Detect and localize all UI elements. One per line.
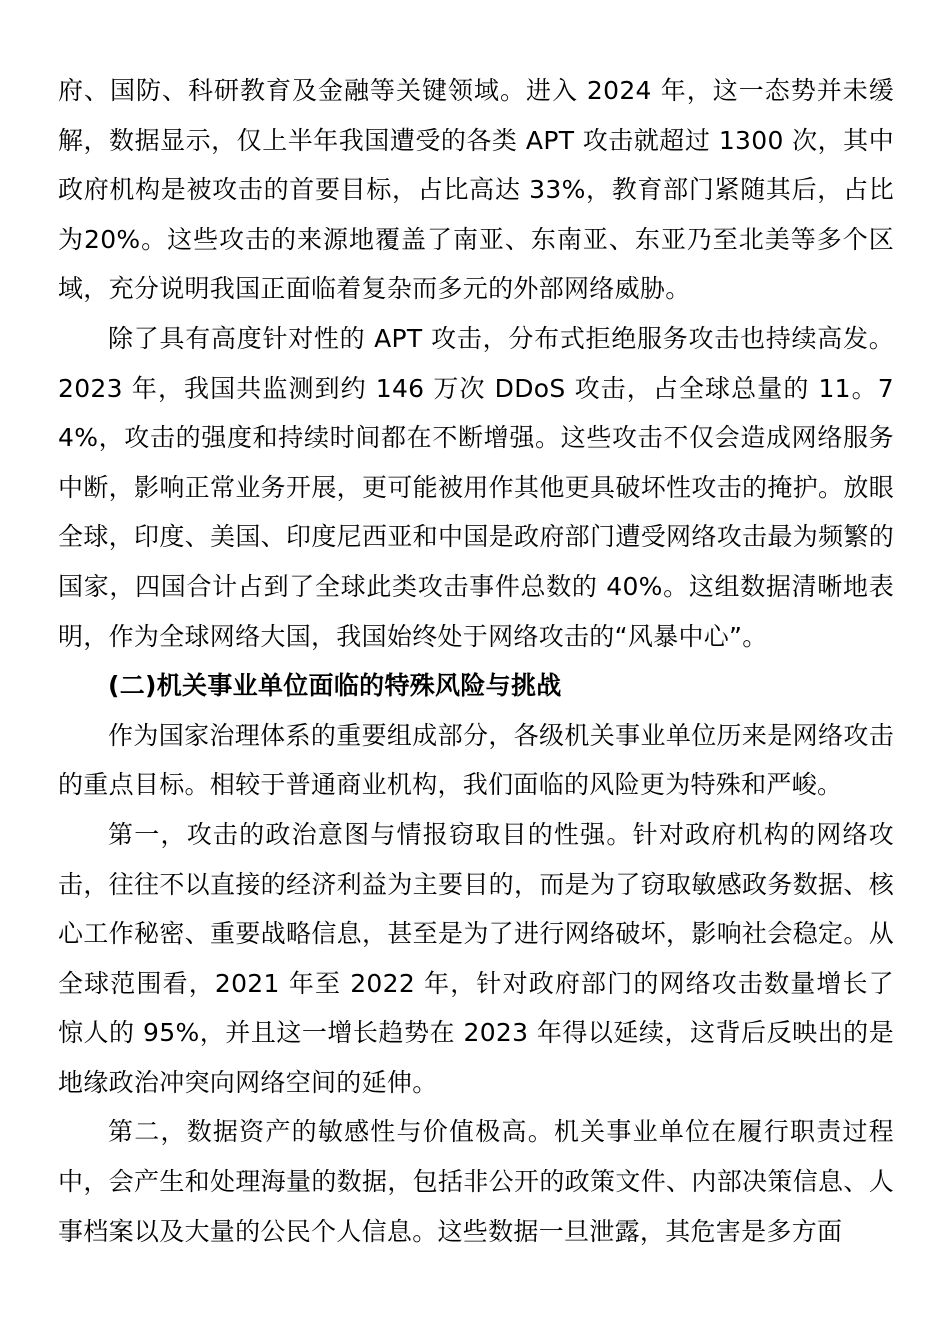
- body-paragraph-4: 第一，攻击的政治意图与情报窃取目的性强。针对政府机构的网络攻击，往往不以直接的经济利益为主要目的，而是为了窃取敏感政务数据、核心工作秘密、重要战略信息，甚至是为了进行网络破坏，影响社会稳定。从全球范围看，2021 年至 2022 年，针对政府部门的网络攻击数量增长了惊人的 95%，并且这一增长趋势在 2023 年得以延续，这背后反映出的是地缘政治冲突向网络空间的延伸。: [58, 819, 894, 1097]
- body-paragraph-5: 第二，数据资产的敏感性与价值极高。机关事业单位在履行职责过程中，会产生和处理海量的数据，包括非公开的政策文件、内部决策信息、人事档案以及大量的公民个人信息。这些数据一旦泄露，其危害是多方面: [58, 1117, 894, 1246]
- section-heading: (二)机关事业单位面临的特殊风险与挑战: [108, 671, 562, 701]
- body-paragraph-1: 府、国防、科研教育及金融等关键领域。进入 2024 年，这一态势并未缓解，数据显示，仅上半年我国遭受的各类 APT 攻击就超过 1300 次，其中政府机构是被攻击的首要目标，占比高达 33%，教育部门紧随其后，占比为20%。这些攻击的来源地覆盖了南亚、东南亚、东亚乃至北美等多个区域，充分说明我国正面临着复杂而多元的外部网络威胁。: [58, 76, 894, 304]
- document-page: [58, 66, 894, 1256]
- body-paragraph-3: 作为国家治理体系的重要组成部分，各级机关事业单位历来是网络攻击的重点目标。相较于普通商业机构，我们面临的风险更为特殊和严峻。: [58, 720, 894, 800]
- body-paragraph-2: 除了具有高度针对性的 APT 攻击，分布式拒绝服务攻击也持续高发。2023 年，我国共监测到约 146 万次 DDoS 攻击，占全球总量的 11。74%，攻击的强度和持续时间都在不断增强。这些攻击不仅会造成网络服务中断，影响正常业务开展，更可能被用作其他更具破坏性攻击的掩护。放眼全球，印度、美国、印度尼西亚和中国是政府部门遭受网络攻击最为频繁的国家，四国合计占到了全球此类攻击事件总数的 40%。这组数据清晰地表明，作为全球网络大国，我国始终处于网络攻击的“风暴中心”。: [58, 323, 894, 651]
